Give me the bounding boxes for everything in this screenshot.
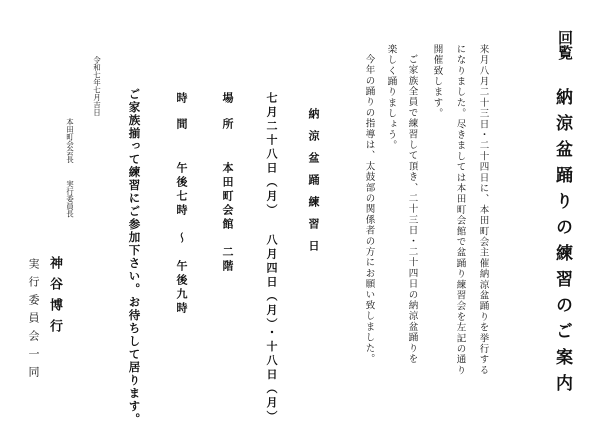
body-line-2: になりました。尽きましては本田町会館で盆踊り練習会を左記の通り	[454, 44, 466, 376]
signatory-name: 神谷博行	[47, 256, 62, 340]
issue-date: 令和七年七月吉日	[92, 56, 102, 116]
org-chair-title: 本田町会会長	[65, 118, 75, 163]
closing-line-2: お待ちして居ります。	[127, 296, 142, 426]
time-label: 時 間	[175, 92, 188, 131]
body-line-4: ご家族全員で練習して頂き、二十三日・二十四日の納涼盆踊りを	[406, 54, 418, 365]
closing-line-1: ご家族揃って練習にご参加下さい。	[127, 88, 142, 296]
time-value: 午後七時 ～ 午後九時	[175, 162, 188, 316]
practice-day-heading: 納涼盆踊練習日	[307, 108, 320, 262]
closing-request	[128, 88, 140, 426]
body-line-5: 楽しく踊りましょう。	[385, 44, 397, 151]
body-line-6: 今年の踊りの指導は、太鼓部の関係者の方にお願い致しました。	[363, 54, 375, 365]
practice-dates: 七月二十八日（月） 八月四日（月）・十八日（月）	[265, 92, 278, 425]
place-value: 本田町会館 二階	[221, 162, 234, 274]
place-label: 場 所	[221, 92, 234, 131]
body-line-1: 来月八月二十三日・二十四日に、本田町会主催納涼盆踊りを挙行する	[477, 44, 489, 376]
committee-signature: 実行委員会一同	[27, 258, 40, 384]
notice-title: 納涼盆踊りの練習のご案内	[552, 88, 572, 400]
circular-header: 回覧	[556, 30, 574, 60]
committee-chair-title: 実行委員長	[65, 180, 75, 218]
body-line-3: 開催致します。	[431, 44, 443, 119]
